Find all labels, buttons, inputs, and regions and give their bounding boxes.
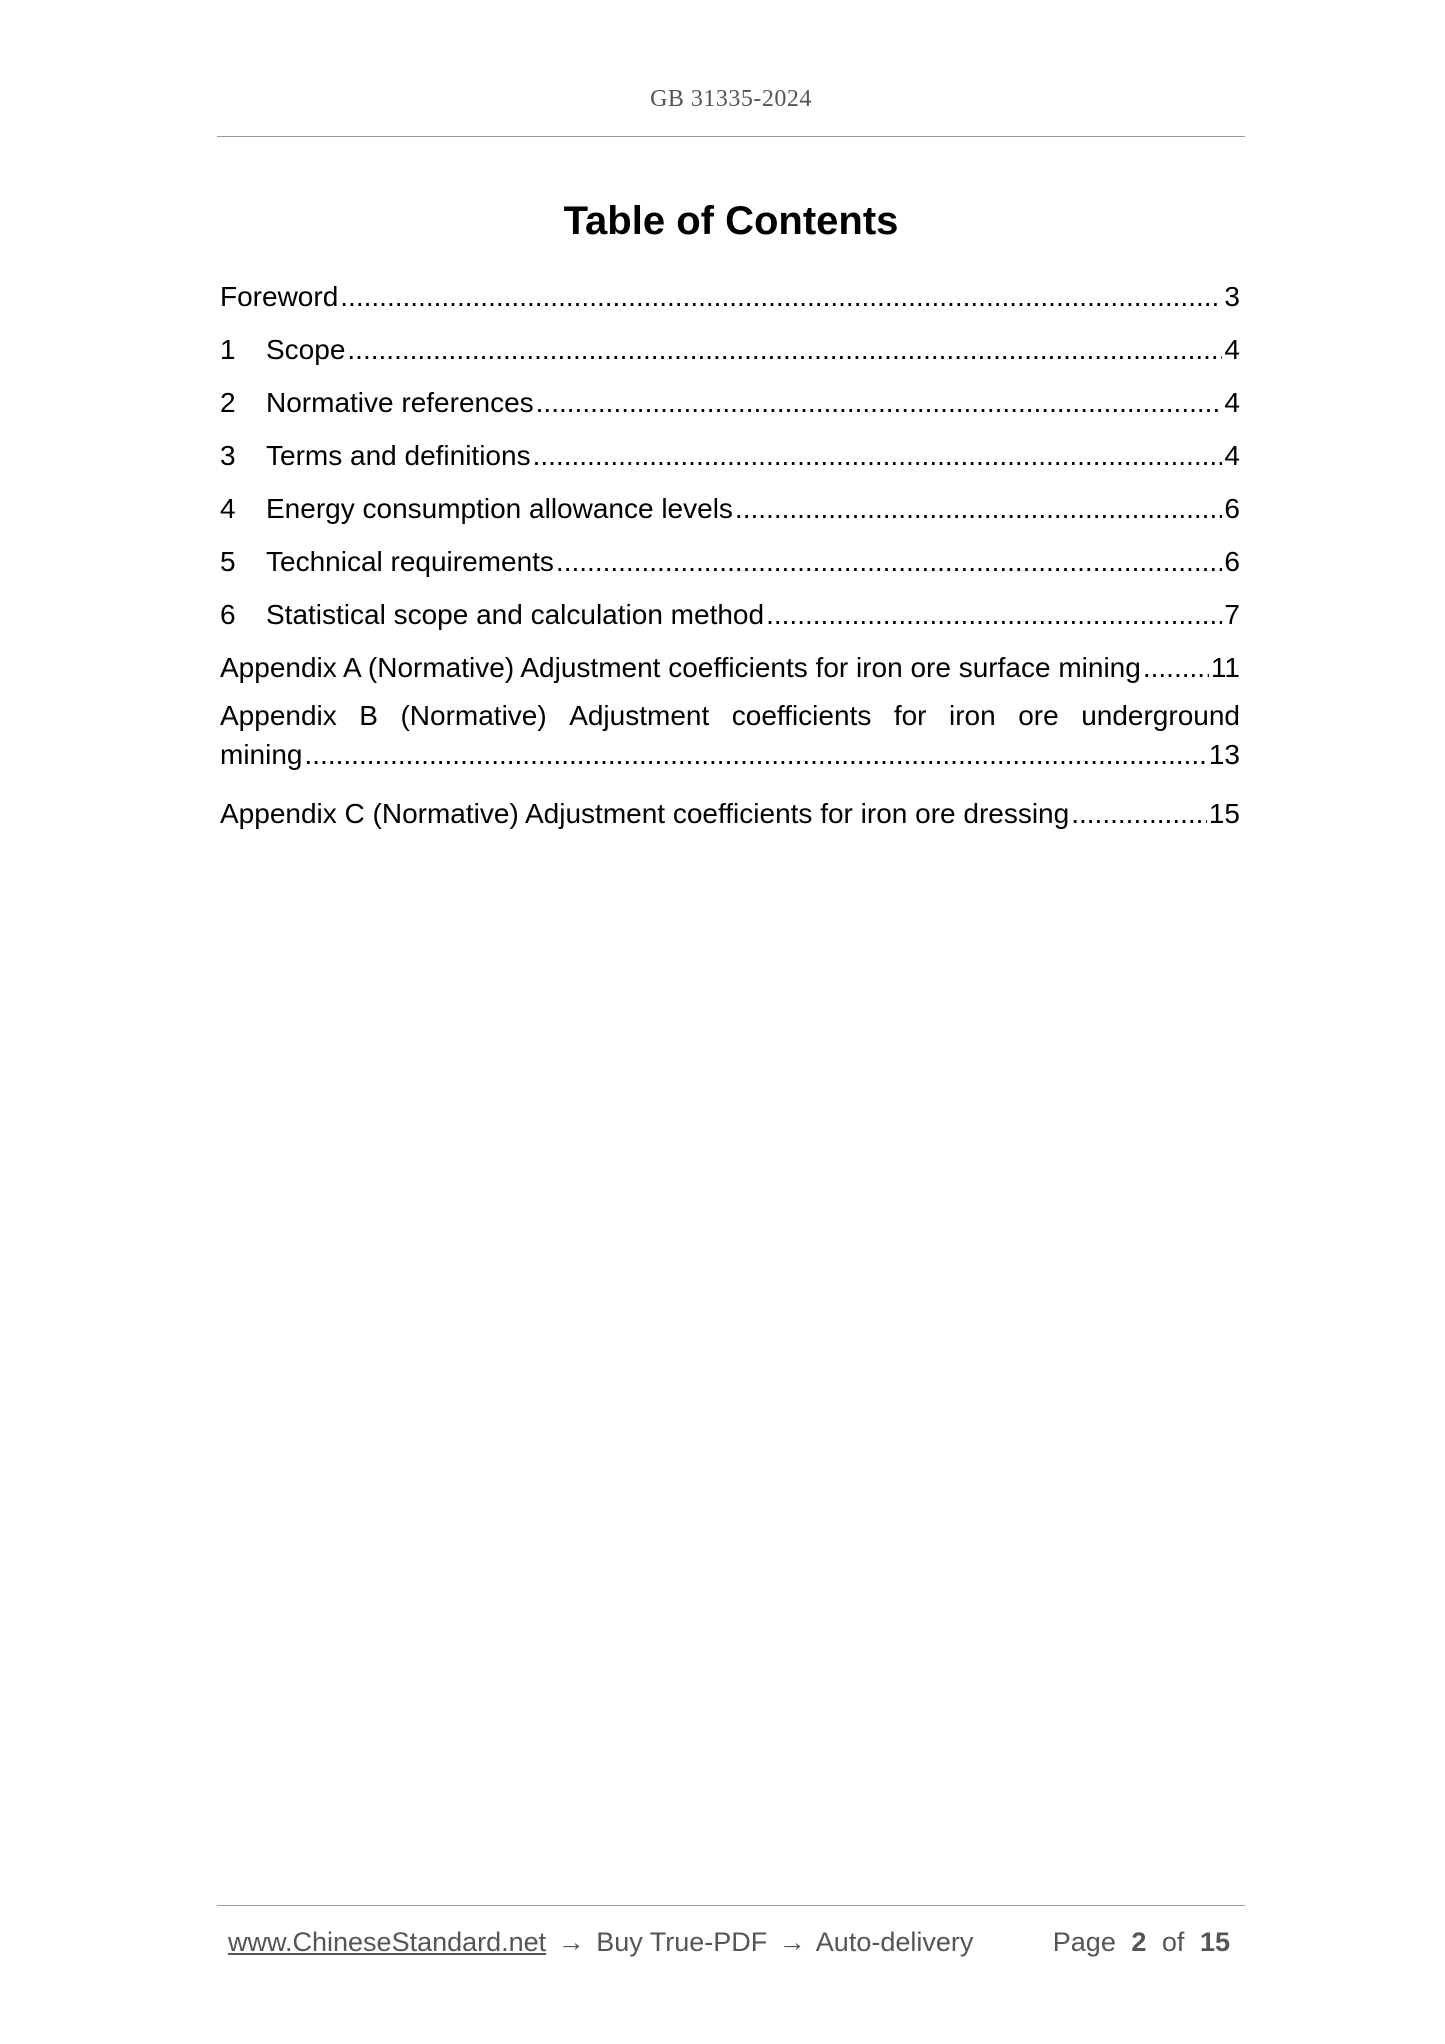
dot-leader [766,588,1222,641]
toc-word: underground [1081,700,1240,731]
toc-word: iron [949,700,996,731]
toc-entry-appendix-c[interactable] [220,787,1240,840]
dot-leader [304,735,1206,775]
toc-entry-page: 4 [1224,387,1240,418]
toc-entry-page: 6 [1224,493,1240,524]
toc-list [220,270,1240,840]
toc-entry-appendix-a[interactable] [220,641,1240,694]
toc-entry-energy-levels[interactable] [220,482,1240,535]
toc-entry-text: Appendix A (Normative) Adjustment coefficients for iron ore surface mining [220,652,1141,683]
toc-entry-normative-references[interactable] [220,376,1240,429]
footer-promo [228,1922,973,1962]
toc-entry-foreword[interactable] [220,270,1240,323]
footer-rule [217,1905,1245,1906]
page-footer [228,1922,1238,1962]
page-word: Page [1052,1927,1116,1957]
arrow-right-icon: → [557,1927,585,1957]
current-page-number: 2 [1131,1927,1147,1957]
toc-entry-text: mining [220,739,303,770]
dot-leader [1071,787,1207,840]
toc-entry-text: Energy consumption allowance levels [266,493,733,524]
toc-entry-text: Statistical scope and calculation method [266,599,765,630]
toc-word: coefficients [731,700,872,731]
toc-entry-page: 4 [1224,334,1240,365]
header-rule [217,136,1245,137]
dot-leader [340,270,1222,323]
toc-entry-scope[interactable] [220,323,1240,376]
arrow-right-icon: → [778,1927,806,1957]
toc-entry-text: Foreword [220,281,339,312]
dot-leader [536,376,1223,429]
toc-entry-page: 6 [1224,546,1240,577]
toc-entry-terms-definitions[interactable] [220,429,1240,482]
of-word: of [1161,1927,1185,1957]
toc-entry-page: 3 [1224,281,1240,312]
auto-delivery-label: Auto-delivery [815,1927,974,1957]
toc-entry-statistical-scope[interactable] [220,588,1240,641]
toc-entry-number: 4 [220,493,236,524]
dot-leader [1143,641,1209,694]
toc-entry-text-line1 [220,694,1240,735]
toc-entry-text: Scope [266,334,346,365]
running-header: GB 31335-2024 [650,86,812,112]
total-pages-number: 15 [1199,1927,1230,1957]
toc-entry-page: 11 [1210,652,1240,683]
toc-entry-number: 2 [220,387,236,418]
toc-entry-number: 6 [220,599,236,630]
dot-leader [556,535,1223,588]
toc-entry-number: 5 [220,546,236,577]
toc-entry-text: Technical requirements [266,546,554,577]
dot-leader [347,323,1222,376]
toc-word: Appendix [220,700,337,731]
toc-entry-appendix-b[interactable] [220,694,1240,775]
toc-entry-text-line2 [220,735,1240,775]
toc-entry-page: 4 [1224,440,1240,471]
dot-leader [735,482,1223,535]
toc-entry-text: Appendix C (Normative) Adjustment coefficients for iron ore dressing [220,798,1070,829]
toc-entry-page: 7 [1224,599,1240,630]
toc-entry-technical-requirements[interactable] [220,535,1240,588]
page-indicator [1053,1922,1238,1962]
site-link[interactable]: www.ChineseStandard.net [228,1927,547,1957]
page-title: Table of Contents [563,199,899,243]
toc-entry-number: 1 [220,334,236,365]
dot-leader [533,429,1223,482]
toc-entry-page: 13 [1208,739,1240,770]
toc-entry-page: 15 [1208,798,1240,829]
toc-word: B [359,700,378,731]
toc-word: ore [1018,700,1059,731]
toc-word: for [893,700,927,731]
toc-word: (Normative) [400,700,547,731]
toc-entry-text: Normative references [266,387,534,418]
buy-true-pdf-label: Buy True-PDF [596,1927,768,1957]
toc-entry-text: Terms and definitions [266,440,531,471]
toc-word: Adjustment [569,700,710,731]
toc-entry-number: 3 [220,440,236,471]
